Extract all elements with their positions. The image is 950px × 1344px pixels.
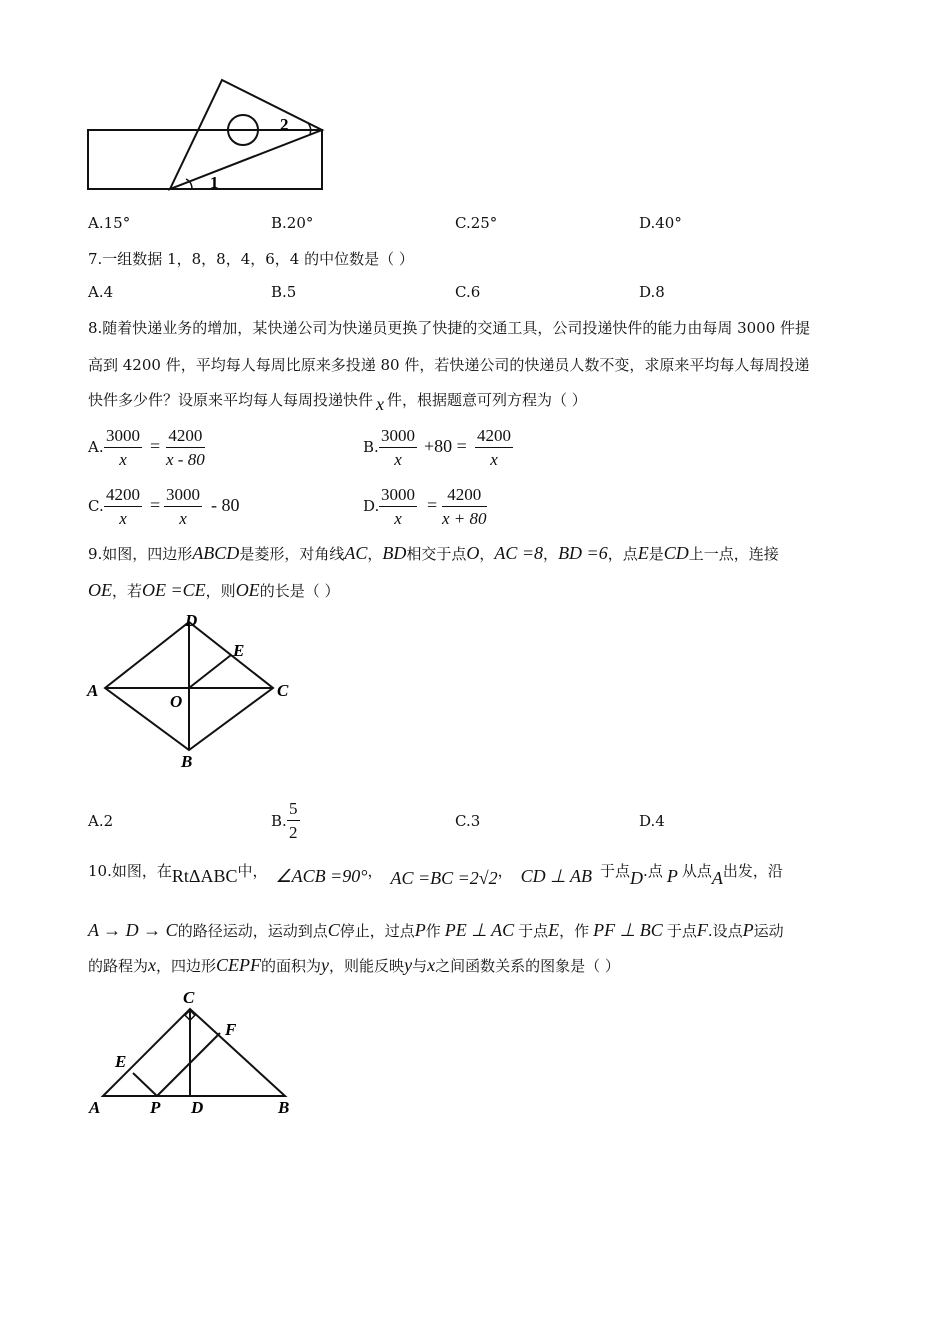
q8-d-right-fraction: [442, 484, 487, 531]
q8-option-d-label: D.: [363, 497, 380, 515]
q9-stem-line2: [88, 580, 339, 601]
q8-b-plus-80: +80 =: [424, 436, 467, 456]
numerator: 4200: [166, 425, 205, 448]
text: 之间函数关系的图象是（ ）: [435, 957, 620, 975]
math: E: [637, 543, 649, 563]
text: ，: [479, 545, 495, 563]
math: AC =8: [494, 543, 544, 563]
label-c: C: [277, 681, 289, 700]
q8-a-equals: =: [150, 436, 161, 456]
q8-a-left-fraction: [104, 425, 142, 472]
q8-b-right-fraction: [475, 425, 513, 472]
text: 的面积为: [261, 957, 322, 975]
q10-stem-line3: [88, 955, 620, 976]
angle-2-label: 2: [280, 115, 289, 134]
math: CEPF: [216, 955, 262, 975]
q7-option-c[interactable]: C.6: [455, 283, 481, 301]
math: CD ⊥ AB: [520, 866, 593, 886]
denominator: x: [394, 509, 402, 528]
text: ，四边形: [156, 957, 217, 975]
text: 于点: [600, 862, 631, 880]
text: 停止，过点: [339, 922, 415, 940]
label-b: B: [278, 1098, 290, 1117]
q9-rhombus-figure: [85, 610, 300, 775]
q9-option-a[interactable]: A.2: [88, 812, 114, 830]
text: ，若: [112, 582, 143, 600]
denominator: x + 80: [442, 509, 487, 528]
denominator: x: [490, 450, 498, 469]
math: PF ⊥ BC: [593, 920, 663, 940]
math: y: [321, 955, 330, 975]
label-a: A: [87, 681, 99, 700]
denominator: x: [179, 509, 187, 528]
math: OE =CE: [142, 580, 206, 600]
numerator: 5: [287, 798, 300, 821]
q8-c-minus-80: - 80: [211, 495, 240, 515]
numerator: 3000: [164, 484, 202, 507]
q8-stem-line1: 8.随着快递业务的增加，某快递公司为快递员更换了快捷的交通工具，公司投递快件的能力由每周 3000 件提: [88, 319, 811, 337]
triangle-abc: [103, 1009, 285, 1096]
q9-option-b-fraction: [287, 798, 300, 845]
numerator: 3000: [379, 484, 417, 507]
q8-option-b-label: B.: [363, 438, 379, 456]
q8-stem-line3: [88, 389, 587, 414]
q7-stem: 7.一组数据 1，8，8，4，6，4 的中位数是（ ）: [88, 250, 414, 268]
math: OE: [88, 580, 112, 600]
q9-stem-line1: [88, 543, 779, 564]
q8-option-c-label: C.: [88, 497, 104, 515]
label-b: B: [181, 752, 193, 771]
q6-option-b[interactable]: B.20°: [271, 214, 314, 232]
numerator: 4200: [475, 425, 513, 448]
text: ，则: [205, 582, 236, 600]
text: 出发，沿: [722, 862, 783, 880]
q7-option-b[interactable]: B.5: [271, 283, 297, 301]
q8-c-left-fraction: [104, 484, 142, 531]
label-o: O: [170, 692, 183, 711]
q9-option-b-label: B.: [271, 812, 287, 830]
numerator: 3000: [379, 425, 417, 448]
text: 中，: [237, 862, 268, 880]
text: 上一点，连接: [688, 545, 779, 563]
math: AC =BC =2√2: [390, 868, 498, 888]
text: 的长是（ ）: [259, 582, 340, 600]
q8-a-right-fraction: [166, 425, 205, 472]
denominator: x - 80: [166, 450, 205, 469]
math: D: [630, 868, 644, 888]
ruler-rectangle: [88, 130, 322, 189]
label-d: D: [191, 1098, 204, 1117]
text: ，: [497, 862, 513, 880]
math: A → D → C: [88, 920, 178, 940]
q8-var-x: x: [376, 394, 385, 414]
math: BD =6: [558, 543, 608, 563]
text: ，: [367, 862, 383, 880]
segment-pf: [157, 1033, 220, 1096]
denominator: x: [119, 450, 127, 469]
math: x: [148, 955, 157, 975]
label-f: F: [225, 1020, 237, 1039]
label-e: E: [233, 641, 245, 660]
numerator: 3000: [104, 425, 142, 448]
text: .点: [643, 862, 663, 880]
q7-option-a[interactable]: A.4: [88, 283, 114, 301]
q8-line3-pre: 快件多少件？设原来平均每人每周投递快件: [88, 391, 374, 409]
text: 与: [412, 957, 428, 975]
denominator: 2: [289, 823, 298, 842]
math: O: [466, 543, 480, 563]
math: ABCD: [192, 543, 240, 563]
text: .设点: [707, 922, 743, 940]
q10-triangle-figure: [85, 985, 300, 1120]
math: ∠ACB =90°: [275, 866, 368, 886]
text: 于点: [666, 922, 697, 940]
label-p: P: [150, 1098, 161, 1117]
text: 9.如图，四边形: [88, 545, 193, 563]
q10-stem-line1: [88, 860, 783, 888]
set-square-triangle: [170, 80, 322, 189]
text: 作: [425, 922, 441, 940]
q8-d-left-fraction: [379, 484, 417, 531]
q8-c-equals: =: [150, 495, 161, 515]
label-c: C: [183, 988, 195, 1007]
text: 从点: [681, 862, 712, 880]
q6-figure: [86, 78, 326, 193]
math: RtΔABC: [171, 866, 238, 886]
text: 的路径运动，运动到点: [177, 922, 328, 940]
denominator: x: [394, 450, 402, 469]
q8-c-right-fraction: [164, 484, 202, 531]
denominator: x: [119, 509, 127, 528]
q6-option-a[interactable]: A.15°: [88, 214, 131, 232]
label-a: A: [89, 1098, 101, 1117]
math: P: [742, 920, 754, 940]
text: 10.如图，在: [88, 862, 172, 880]
math: E: [548, 920, 560, 940]
angle-1-label: 1: [210, 173, 219, 192]
text: ，: [543, 545, 559, 563]
text: 相交于点: [406, 545, 467, 563]
text: 运动: [753, 922, 784, 940]
math: AC: [344, 543, 368, 563]
math: x: [427, 955, 436, 975]
segment-pe: [133, 1073, 157, 1096]
q8-d-equals: =: [427, 495, 438, 515]
math: F: [696, 920, 708, 940]
math: C: [327, 920, 340, 940]
q6-option-d[interactable]: D.40°: [639, 214, 682, 232]
segment-oe: [189, 655, 231, 688]
math: y: [404, 955, 413, 975]
numerator: 4200: [104, 484, 142, 507]
q8-line3-post: 件，根据题意可列方程为（ ）: [387, 391, 587, 409]
label-d: D: [185, 611, 198, 630]
math: PE ⊥ AC: [444, 920, 515, 940]
q9-option-c[interactable]: C.3: [455, 812, 481, 830]
math: BD: [382, 543, 407, 563]
numerator: 4200: [442, 484, 487, 507]
text: 的路程为: [88, 957, 149, 975]
text: ，点: [607, 545, 638, 563]
math: OE: [235, 580, 260, 600]
text: ，: [367, 545, 383, 563]
q10-stem-line2: [88, 920, 784, 941]
q8-stem-line2: 高到 4200 件，平均每人每周比原来多投递 80 件，若快递公司的快递员人数不变，求原来平均每人每周投递: [88, 356, 810, 374]
text: 于点: [518, 922, 549, 940]
text: ，则能反映: [329, 957, 405, 975]
q7-option-d[interactable]: D.8: [639, 283, 665, 301]
math: P: [414, 920, 426, 940]
label-e: E: [115, 1052, 127, 1071]
math: P: [666, 866, 678, 886]
q9-option-d[interactable]: D.4: [639, 812, 665, 830]
q6-option-c[interactable]: C.25°: [455, 214, 498, 232]
text: 是菱形，对角线: [239, 545, 345, 563]
math: A: [711, 868, 723, 888]
q8-option-a-label: A.: [88, 438, 104, 456]
q8-b-left-fraction: [379, 425, 417, 472]
text: ，作: [559, 922, 590, 940]
math: CD: [663, 543, 689, 563]
text: 是: [648, 545, 664, 563]
